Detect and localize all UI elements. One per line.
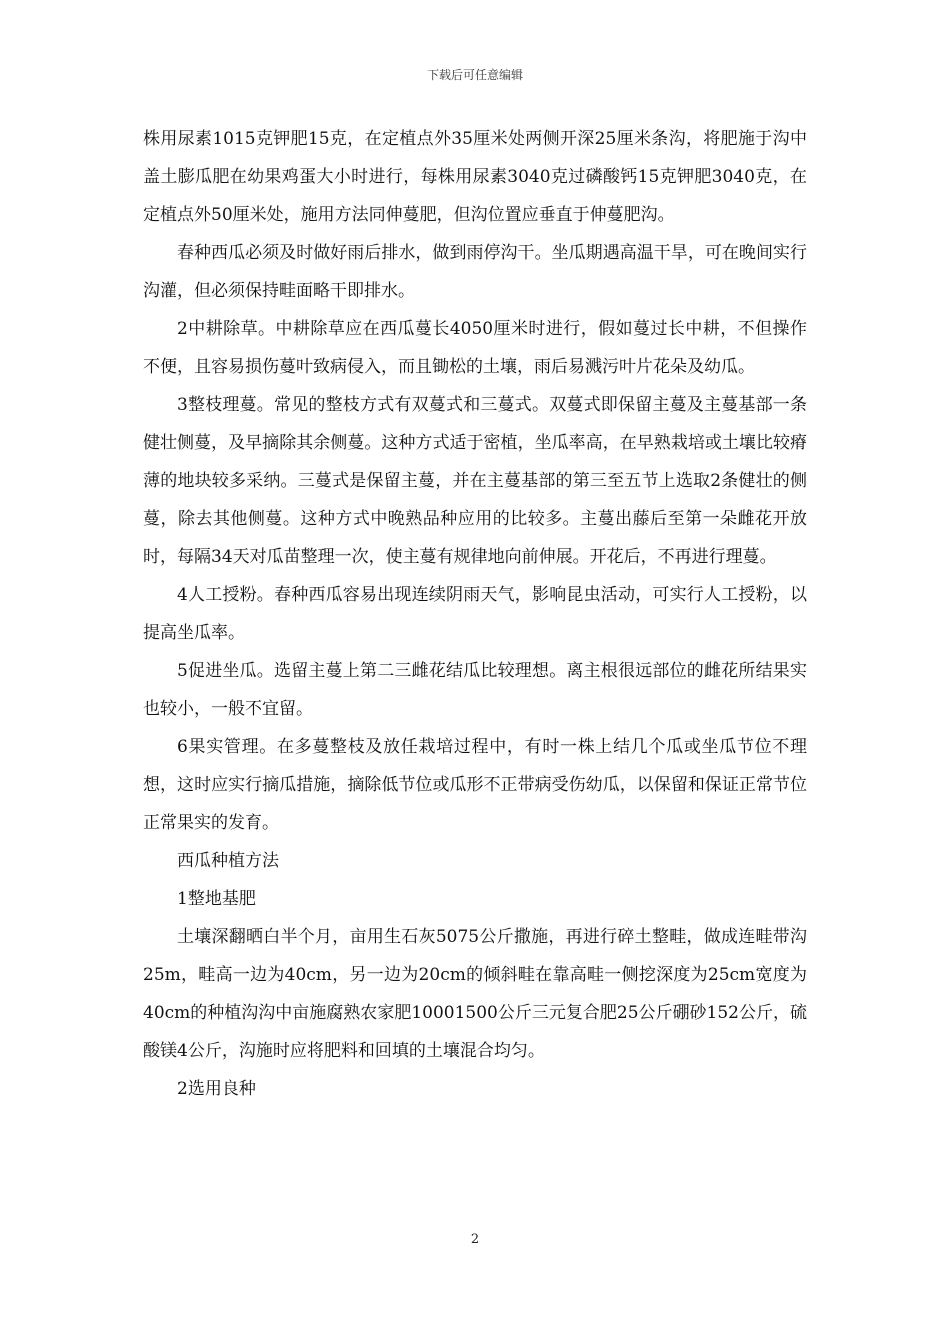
page-number: 2 [470, 1232, 480, 1247]
subsection-heading: 2选用良种 [177, 1079, 256, 1099]
section-heading: 西瓜种植方法 [177, 851, 279, 871]
subsection-heading: 1整地基肥 [177, 889, 256, 909]
paragraph: 春种西瓜必须及时做好雨后排水，做到雨停沟干。坐瓜期遇高温干旱，可在晚间实行沟灌，但必须保持畦面略干即排水。 [143, 243, 807, 301]
paragraph: 6果实管理。在多蔓整枝及放任栽培过程中，有时一株上结几个瓜或坐瓜节位不理想，这时应实行摘瓜措施，摘除低节位或瓜形不正带病受伤幼瓜，以保留和保证正常节位正常果实的发育。 [143, 737, 807, 833]
paragraph: 5促进坐瓜。选留主蔓上第二三雌花结瓜比较理想。离主根很远部位的雌花所结果实也较小，一般不宜留。 [143, 661, 807, 719]
paragraph: 2中耕除草。中耕除草应在西瓜蔓长4050厘米时进行，假如蔓过长中耕，不但操作不便，且容易损伤蔓叶致病侵入，而且锄松的土壤，雨后易溅污叶片花朵及幼瓜。 [143, 319, 807, 377]
body-text [143, 120, 807, 1108]
paragraph: 株用尿素1015克钾肥15克，在定植点外35厘米处两侧开深25厘米条沟，将肥施于沟中盖土膨瓜肥在幼果鸡蛋大小时进行，每株用尿素3040克过磷酸钙15克钾肥3040克，在定植点外50厘米处，施用方法同伸蔓肥，但沟位置应垂直于伸蔓肥沟。 [143, 129, 807, 225]
paragraph: 土壤深翻晒白半个月，亩用生石灰5075公斤撒施，再进行碎土整畦，做成连畦带沟25m，畦高一边为40cm，另一边为20cm的倾斜畦在靠高畦一侧挖深度为25cm宽度为40cm的种植沟沟中亩施腐熟农家肥10001500公斤三元复合肥25公斤硼砂152公斤，硫酸镁4公斤，沟施时应将肥料和回填的土壤混合均匀。 [143, 927, 807, 1061]
paragraph: 3整枝理蔓。常见的整枝方式有双蔓式和三蔓式。双蔓式即保留主蔓及主蔓基部一条健壮侧蔓，及早摘除其余侧蔓。这种方式适于密植，坐瓜率高，在早熟栽培或土壤比较瘠薄的地块较多采纳。三蔓式是保留主蔓，并在主蔓基部的第三至五节上选取2条健壮的侧蔓，除去其他侧蔓。这种方式中晚熟品种应用的比较多。主蔓出藤后至第一朵雌花开放时，每隔34天对瓜苗整理一次，使主蔓有规律地向前伸展。开花后，不再进行理蔓。 [143, 395, 807, 567]
paragraph: 4人工授粉。春种西瓜容易出现连续阴雨天气，影响昆虫活动，可实行人工授粉，以提高坐瓜率。 [143, 585, 807, 643]
page-header: 下载后可任意编辑 [426, 68, 523, 82]
